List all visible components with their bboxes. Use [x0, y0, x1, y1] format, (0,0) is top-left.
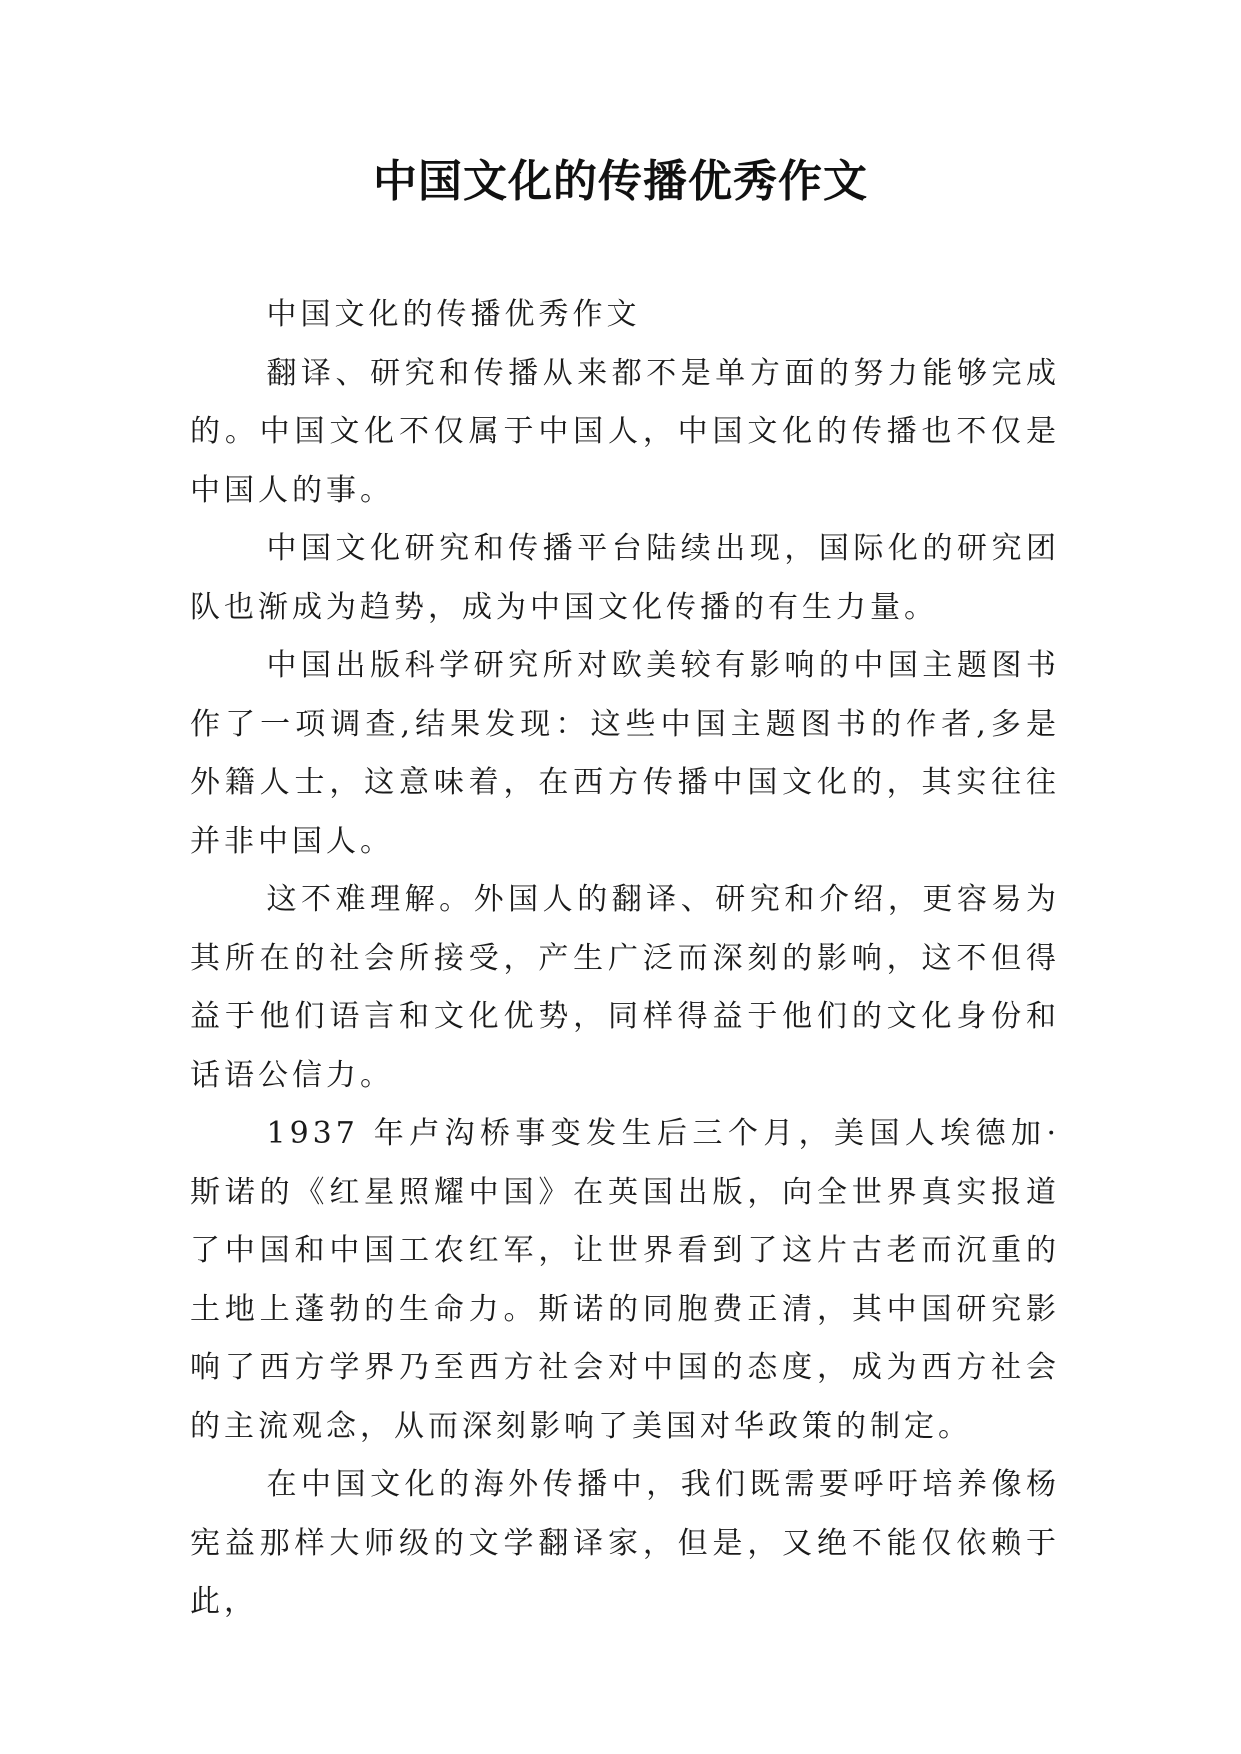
paragraph: 中国文化研究和传播平台陆续出现，国际化的研究团队也渐成为趋势，成为中国文化传播的有生力量。 — [190, 531, 1060, 625]
paragraph-subtitle: 中国文化的传播优秀作文 — [266, 297, 641, 332]
paragraph: 翻译、研究和传播从来都不是单方面的努力能够完成的。中国文化不仅属于中国人，中国文化的传播也不仅是中国人的事。 — [190, 355, 1060, 508]
document-body — [190, 286, 1060, 1632]
paragraph: 这不难理解。外国人的翻译、研究和介绍，更容易为其所在的社会所接受，产生广泛而深刻的影响，这不但得益于他们语言和文化优势，同样得益于他们的文化身份和话语公信力。 — [190, 882, 1060, 1093]
paragraph: 在中国文化的海外传播中，我们既需要呼吁培养像杨宪益那样大师级的文学翻译家，但是，又绝不能仅依赖于此， — [190, 1467, 1060, 1619]
paragraph: 1937 年卢沟桥事变发生后三个月，美国人埃德加·斯诺的《红星照耀中国》在英国出版，向全世界真实报道了中国和中国工农红军，让世界看到了这片古老而沉重的土地上蓬勃的生命力。斯诺的同胞费正清，其中国研究影响了西方学界乃至西方社会对中国的态度，成为西方社会的主流观念，从而深刻影响了美国对华政策的制定。 — [190, 1116, 1060, 1444]
paragraph: 中国出版科学研究所对欧美较有影响的中国主题图书作了一项调查,结果发现：这些中国主题图书的作者,多是外籍人士，这意味着，在西方传播中国文化的，其实往往并非中国人。 — [190, 648, 1060, 859]
document-title: 中国文化的传播优秀作文 — [373, 156, 868, 207]
